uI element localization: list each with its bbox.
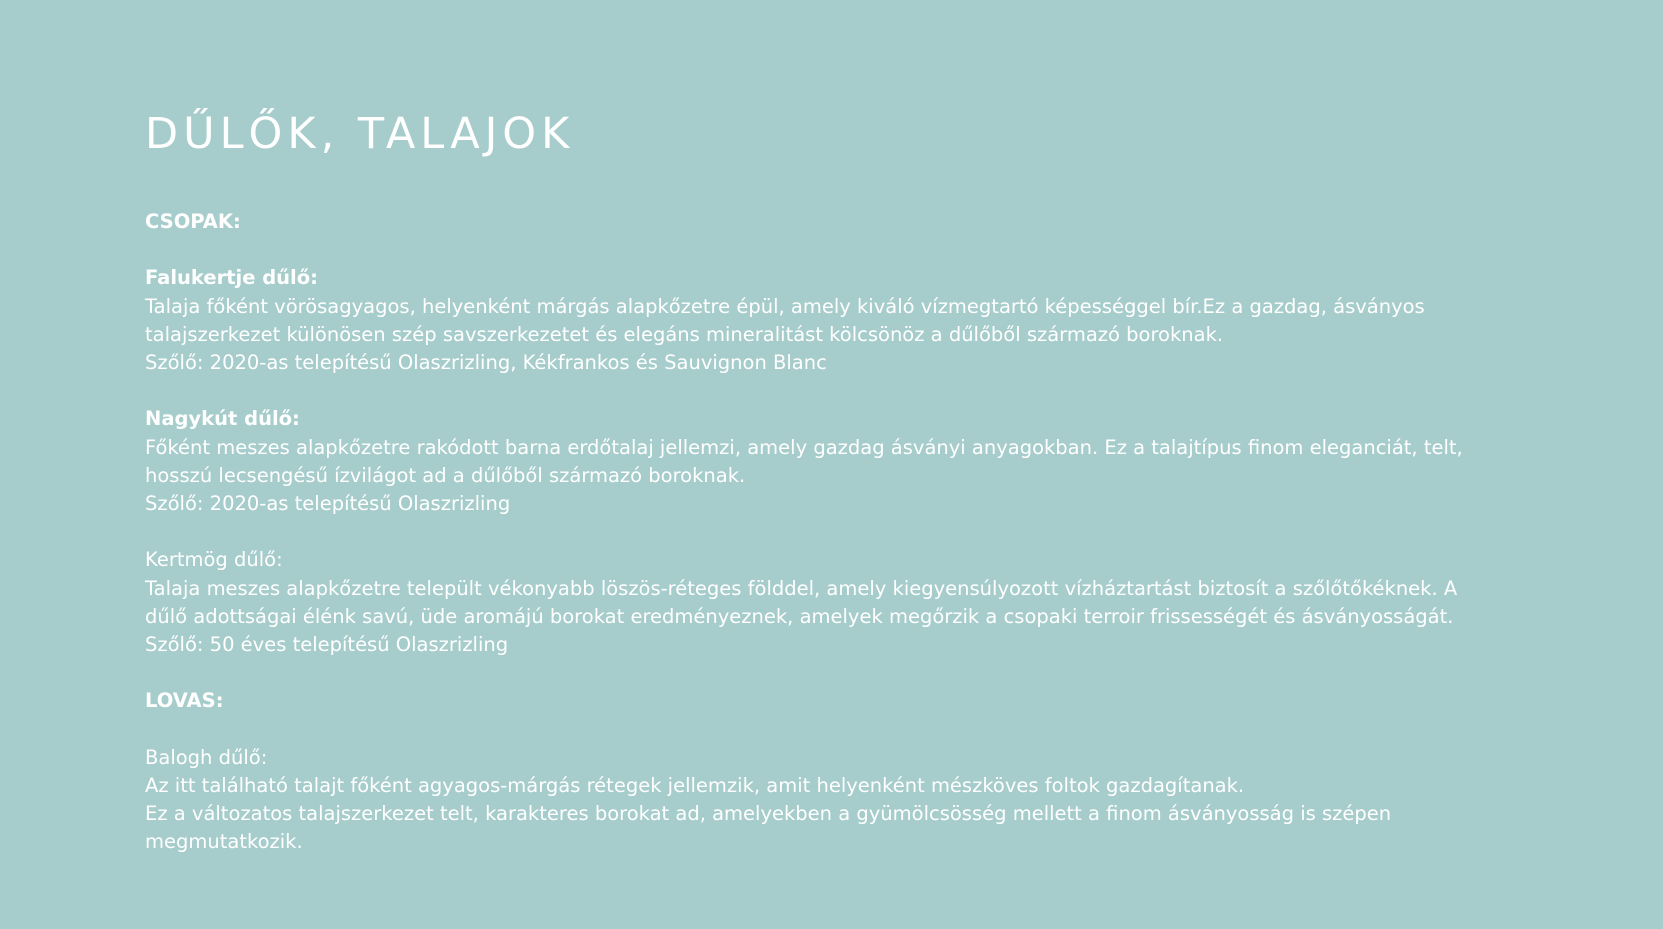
vineyard-description: Főként meszes alapkőzetre rakódott barna erdőtalaj jellemzi, amely gazdag ásványi anyagokban. Ez a talajtípus finom eleganciát, telt, [145,435,1463,459]
vineyard-grape: Szőlő: 2020-as telepítésű Olaszrizling, Kékfrankos és Sauvignon Blanc [145,351,827,374]
page-title: DŰLŐK, TALAJOK [145,109,575,159]
vineyard-nagykut [145,405,1585,518]
spacer [145,236,1585,264]
vineyard-description: dűlő adottságai élénk savú, üde aromájú borokat eredményeznek, amelyek megőrzik a csopaki terroir frissességét és ásványosságát. [145,604,1454,628]
spacer [145,518,1585,546]
vineyard-grape: Szőlő: 2020-as telepítésű Olaszrizling [145,492,511,515]
vineyard-content [145,208,1585,857]
vineyard-description: Ez a változatos talajszerkezet telt, karakteres borokat ad, amelyekben a gyümölcsösség mellett a finom ásványosság is szépen [145,802,1392,826]
vineyard-balogh [145,744,1585,857]
vineyard-description: megmutatkozik. [145,830,303,854]
vineyard-name: Falukertje dűlő: [145,266,318,290]
vineyard-name: Kertmög dűlő: [145,548,283,572]
region-heading-lovas: LOVAS: [145,689,224,713]
vineyard-description: Talaja meszes alapkőzetre települt vékonyabb löszös-réteges földdel, amely kiegyensúlyozott vízháztartást biztosít a szőlőtőkéknek. A [145,576,1458,600]
spacer [145,377,1585,405]
vineyard-name: Balogh dűlő: [145,745,268,769]
vineyard-grape: Szőlő: 50 éves telepítésű Olaszrizling [145,633,509,656]
vineyard-description: talajszerkezet különösen szép savszerkezetet és elegáns mineralitást kölcsönöz a dűlőből származó boroknak. [145,322,1224,346]
vineyard-falukertje [145,264,1585,377]
spacer [145,659,1585,687]
vineyard-description: hosszú lecsengésű ízvilágot ad a dűlőből származó boroknak. [145,463,746,487]
region-heading-csopak: CSOPAK: [145,210,241,233]
vineyard-name: Nagykút dűlő: [145,407,300,431]
vineyard-description: Talaja főként vörösagyagos, helyenként márgás alapkőzetre épül, amely kiváló vízmegtartó képességgel bír.Ez a gazdag, ásványos [145,294,1425,318]
spacer [145,716,1585,744]
vineyard-description: Az itt található talajt főként agyagos-márgás rétegek jellemzik, amit helyenként mészköves foltok gazdagítanak. [145,773,1245,797]
vineyard-kertmog [145,546,1585,659]
